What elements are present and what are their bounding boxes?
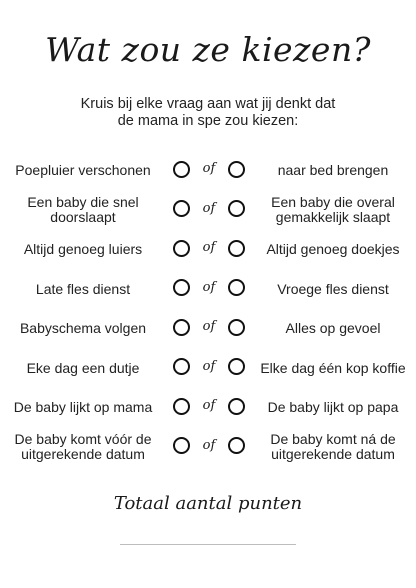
question-row	[0, 151, 416, 191]
option-left: Altijd genoeg luiers	[23, 241, 143, 258]
option-left: Eke dag een dutje	[26, 359, 140, 376]
or-label: of	[202, 398, 216, 413]
question-row	[0, 270, 416, 310]
or-label: of	[202, 161, 216, 176]
choice-circle-right[interactable]	[228, 161, 245, 178]
page-title: Wat zou ze kiezen?	[45, 30, 371, 69]
option-left: De baby komt vóór de uitgerekende datum	[14, 431, 152, 463]
question-row	[0, 191, 416, 231]
option-left: Late fles dienst	[35, 280, 131, 297]
instructions-line-1: Kruis bij elke vraag aan wat jij denkt dat	[80, 96, 336, 112]
option-right: De baby lijkt op papa	[267, 399, 399, 416]
option-right: Altijd genoeg doekjes	[266, 241, 400, 258]
option-left: Een baby die snel doorslaapt	[27, 194, 139, 226]
question-row	[0, 349, 416, 389]
option-right: Vroege fles dienst	[277, 280, 389, 297]
instructions	[0, 96, 416, 130]
choice-circle-left[interactable]	[173, 161, 190, 178]
choice-circle-left[interactable]	[173, 437, 190, 454]
choice-circle-left[interactable]	[173, 398, 190, 415]
option-right: naar bed brengen	[277, 162, 389, 179]
question-row	[0, 388, 416, 428]
choice-circle-left[interactable]	[173, 358, 190, 375]
or-label: of	[202, 279, 216, 295]
choice-circle-left[interactable]	[173, 319, 190, 336]
choice-circle-right[interactable]	[228, 398, 245, 415]
question-row	[0, 428, 416, 468]
option-left: Poepluier verschonen	[15, 162, 151, 179]
option-right: Een baby die overal gemakkelijk slaapt	[271, 194, 395, 226]
option-right: Alles op gevoel	[285, 320, 381, 337]
total-points-label: Totaal aantal punten	[113, 493, 303, 514]
choice-circle-left[interactable]	[173, 279, 190, 296]
choice-circle-right[interactable]	[228, 279, 245, 296]
or-label: of	[202, 437, 216, 453]
or-label: of	[202, 358, 216, 374]
option-left: Babyschema volgen	[19, 320, 147, 337]
question-list	[0, 151, 416, 467]
or-label: of	[202, 240, 216, 255]
question-row	[0, 230, 416, 270]
question-row	[0, 309, 416, 349]
choice-circle-right[interactable]	[228, 437, 245, 454]
choice-circle-right[interactable]	[228, 319, 245, 336]
score-line[interactable]	[120, 544, 296, 545]
option-left: De baby lijkt op mama	[13, 399, 153, 416]
or-label: of	[202, 319, 216, 334]
option-right: Elke dag één kop koffie	[260, 359, 406, 376]
choice-circle-right[interactable]	[228, 200, 245, 217]
choice-circle-right[interactable]	[228, 240, 245, 257]
option-right: De baby komt ná de uitgerekende datum	[270, 431, 396, 463]
choice-circle-left[interactable]	[173, 240, 190, 257]
choice-circle-left[interactable]	[173, 200, 190, 217]
or-label: of	[202, 200, 216, 216]
choice-circle-right[interactable]	[228, 358, 245, 375]
instructions-line-2: de mama in spe zou kiezen:	[117, 113, 299, 129]
